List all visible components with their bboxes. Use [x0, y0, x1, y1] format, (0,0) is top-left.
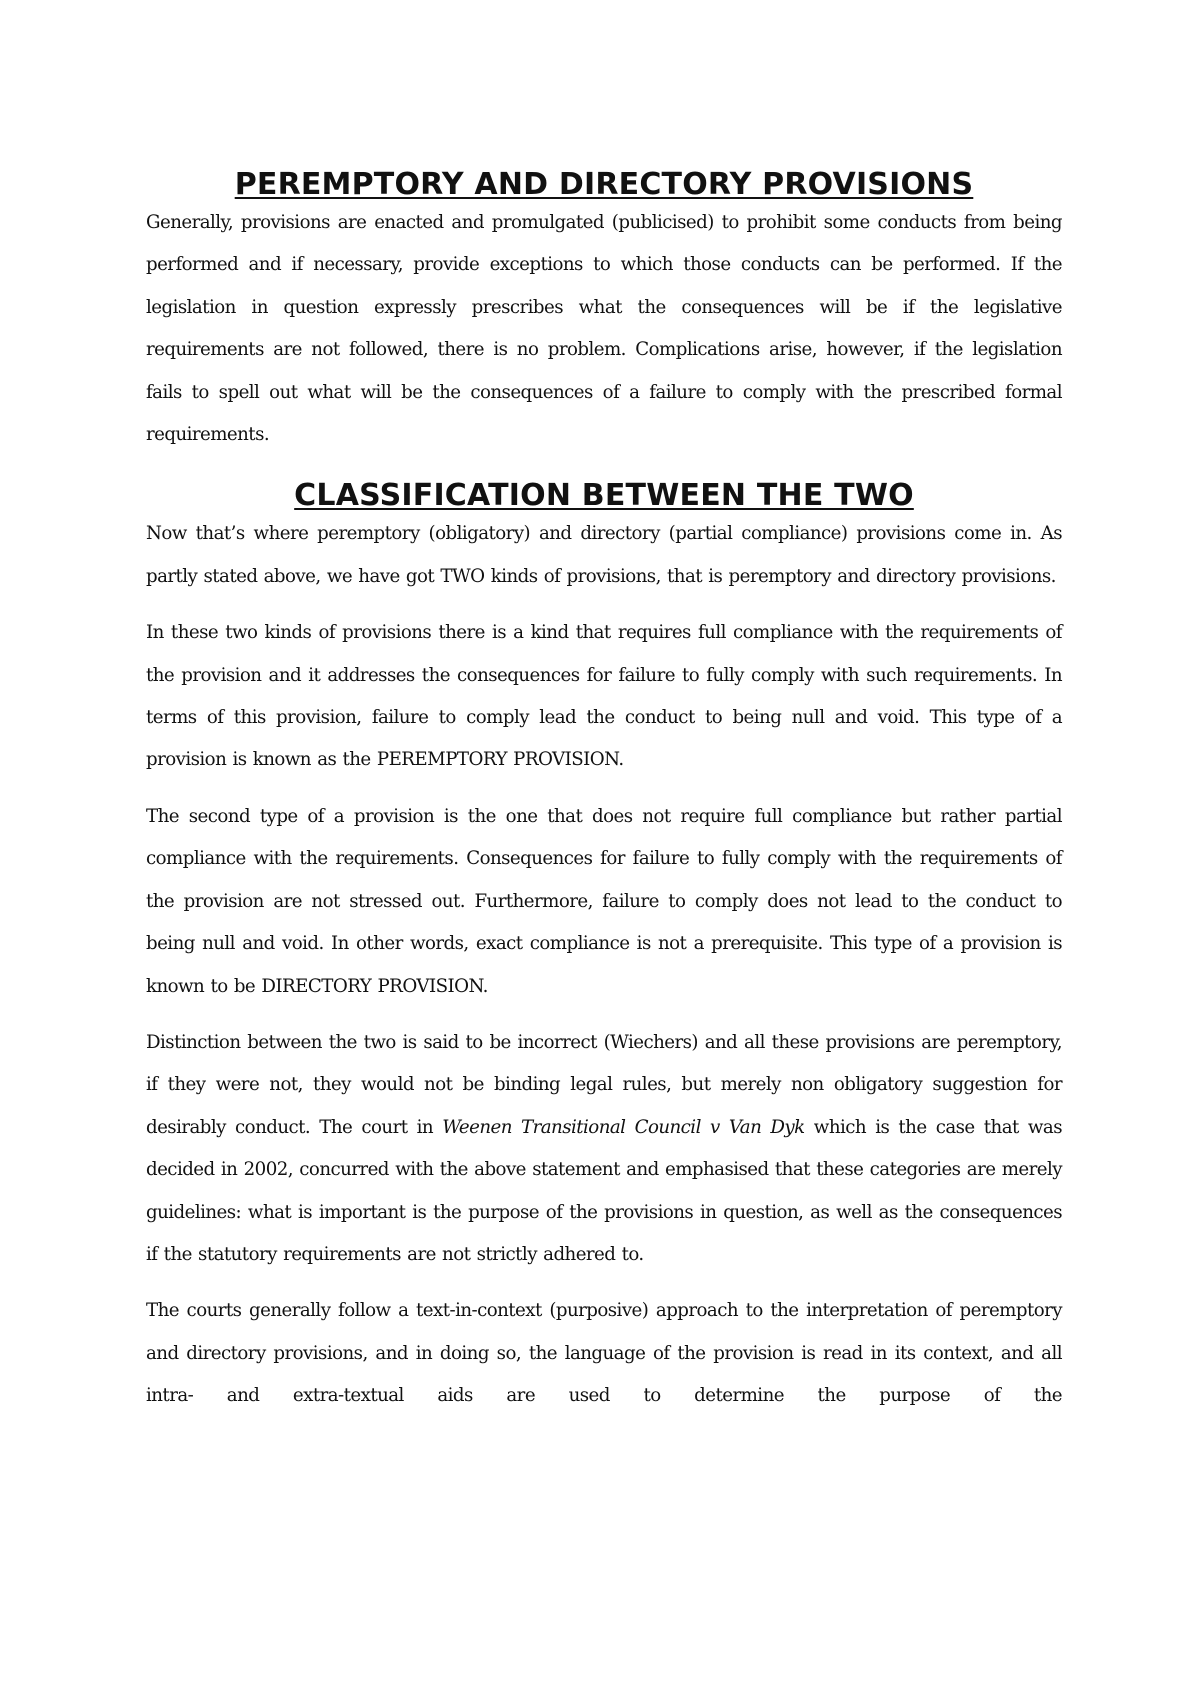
document-body: [146, 168, 1062, 1418]
paragraph-peremptory-provision: In these two kinds of provisions there is a kind that requires full compliance with the requirements of the provision and it addresses the consequences for failure to fully comply with such requirements. In terms of this provision, failure to comply lead the conduct to being null and void. This type of a provision is known as the PEREMPTORY PROVISION.: [146, 622, 1062, 771]
heading-peremptory-and-directory-provisions: PEREMPTORY AND DIRECTORY PROVISIONS: [234, 167, 974, 202]
case-name-weenen-v-van-dyk: Weenen Transitional Council v Van Dyk: [442, 1116, 805, 1138]
paragraph-introduction: Generally, provisions are enacted and promulgated (publicised) to prohibit some conducts from being performed and if necessary, provide exceptions to which those conducts can be performed. If the legislation in question expressly prescribes what the consequences will be if the legislative requirements are not followed, there is no problem. Complications arise, however, if the legislation fails to spell out what will be the consequences of a failure to comply with the prescribed formal requirements.: [146, 212, 1062, 446]
paragraph-distinction-text-before: Distinction between the two is said to be incorrect (Wiechers) and all these provisions are peremptory, if they were not, they would not be binding legal rules, but merely non obligatory suggestion for desirably conduct. The court in: [146, 1031, 1062, 1138]
paragraph-directory-provision: The second type of a provision is the one that does not require full compliance but rather partial compliance with the requirements. Consequences for failure to fully comply with the requirements of the provision are not stressed out. Furthermore, failure to comply does not lead to the conduct to being null and void. In other words, exact compliance is not a prerequisite. This type of a provision is known to be DIRECTORY PROVISION.: [146, 805, 1062, 997]
paragraph-distinction: [146, 1022, 1062, 1276]
paragraph-two-kinds: Now that’s where peremptory (obligatory) and directory (partial compliance) provisions come in. As partly stated above, we have got TWO kinds of provisions, that is peremptory and directory provisions.: [146, 523, 1062, 587]
heading-classification-between-the-two: CLASSIFICATION BETWEEN THE TWO: [294, 478, 914, 514]
paragraph-purposive-approach: The courts generally follow a text-in-context (purposive) approach to the interpretation of peremptory and directory provisions, and in doing so, the language of the provision is read in its context, and all intra- and extra-textual aids are used to determine the purpose of the: [146, 1300, 1062, 1407]
paragraph-distinction-text-after: which is the case that was decided in 2002, concurred with the above statement and emphasised that these categories are merely guidelines: what is important is the purpose of the provisions in question, as well as the consequences if the statutory requirements are not strictly adhered to.: [146, 1116, 1063, 1265]
